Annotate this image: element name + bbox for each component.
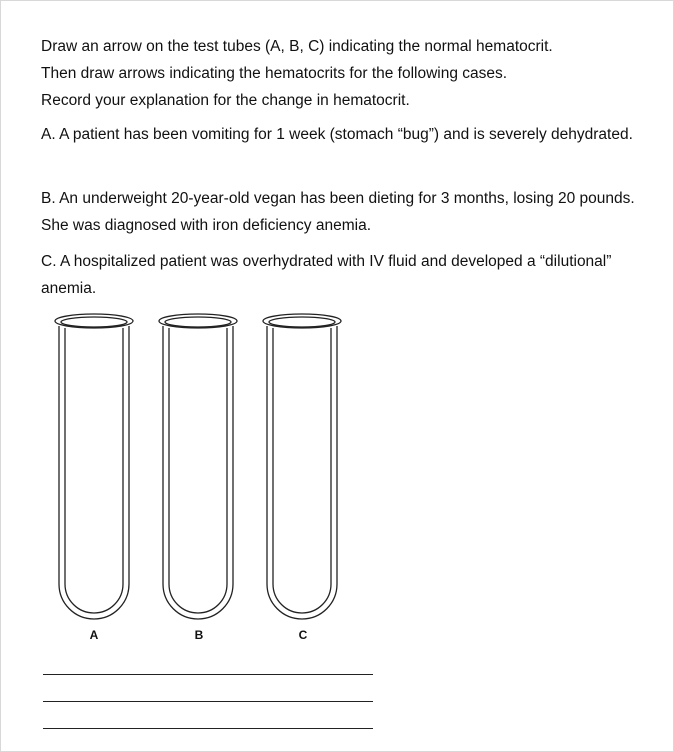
test-tube-a — [55, 314, 133, 619]
instruction-line: Draw an arrow on the test tubes (A, B, C) indicating the normal hematocrit. — [41, 38, 553, 55]
test-tube-c — [263, 314, 341, 619]
answer-line[interactable] — [43, 674, 373, 675]
instruction-line: Then draw arrows indicating the hematocrits for the following cases. — [41, 65, 508, 82]
answer-line[interactable] — [43, 701, 373, 702]
case-b: B. An underweight 20-year-old vegan has been dieting for 3 months, losing 20 pounds. She was diagnosed with iron deficiency anemia. — [41, 190, 635, 234]
test-tubes — [1, 1, 673, 661]
answer-line[interactable] — [43, 728, 373, 729]
case-a: A. A patient has been vomiting for 1 week (stomach “bug”) and is severely dehydrated. — [41, 126, 633, 143]
tube-label-b: B — [194, 628, 204, 642]
test-tube-b — [159, 314, 237, 619]
instruction-line: Record your explanation for the change in hematocrit. — [41, 92, 410, 109]
tube-label-c: C — [298, 628, 308, 642]
tube-label-a: A — [89, 628, 99, 642]
case-c: C. A hospitalized patient was overhydrated with IV fluid and developed a “dilutional” anemia. — [41, 253, 612, 297]
